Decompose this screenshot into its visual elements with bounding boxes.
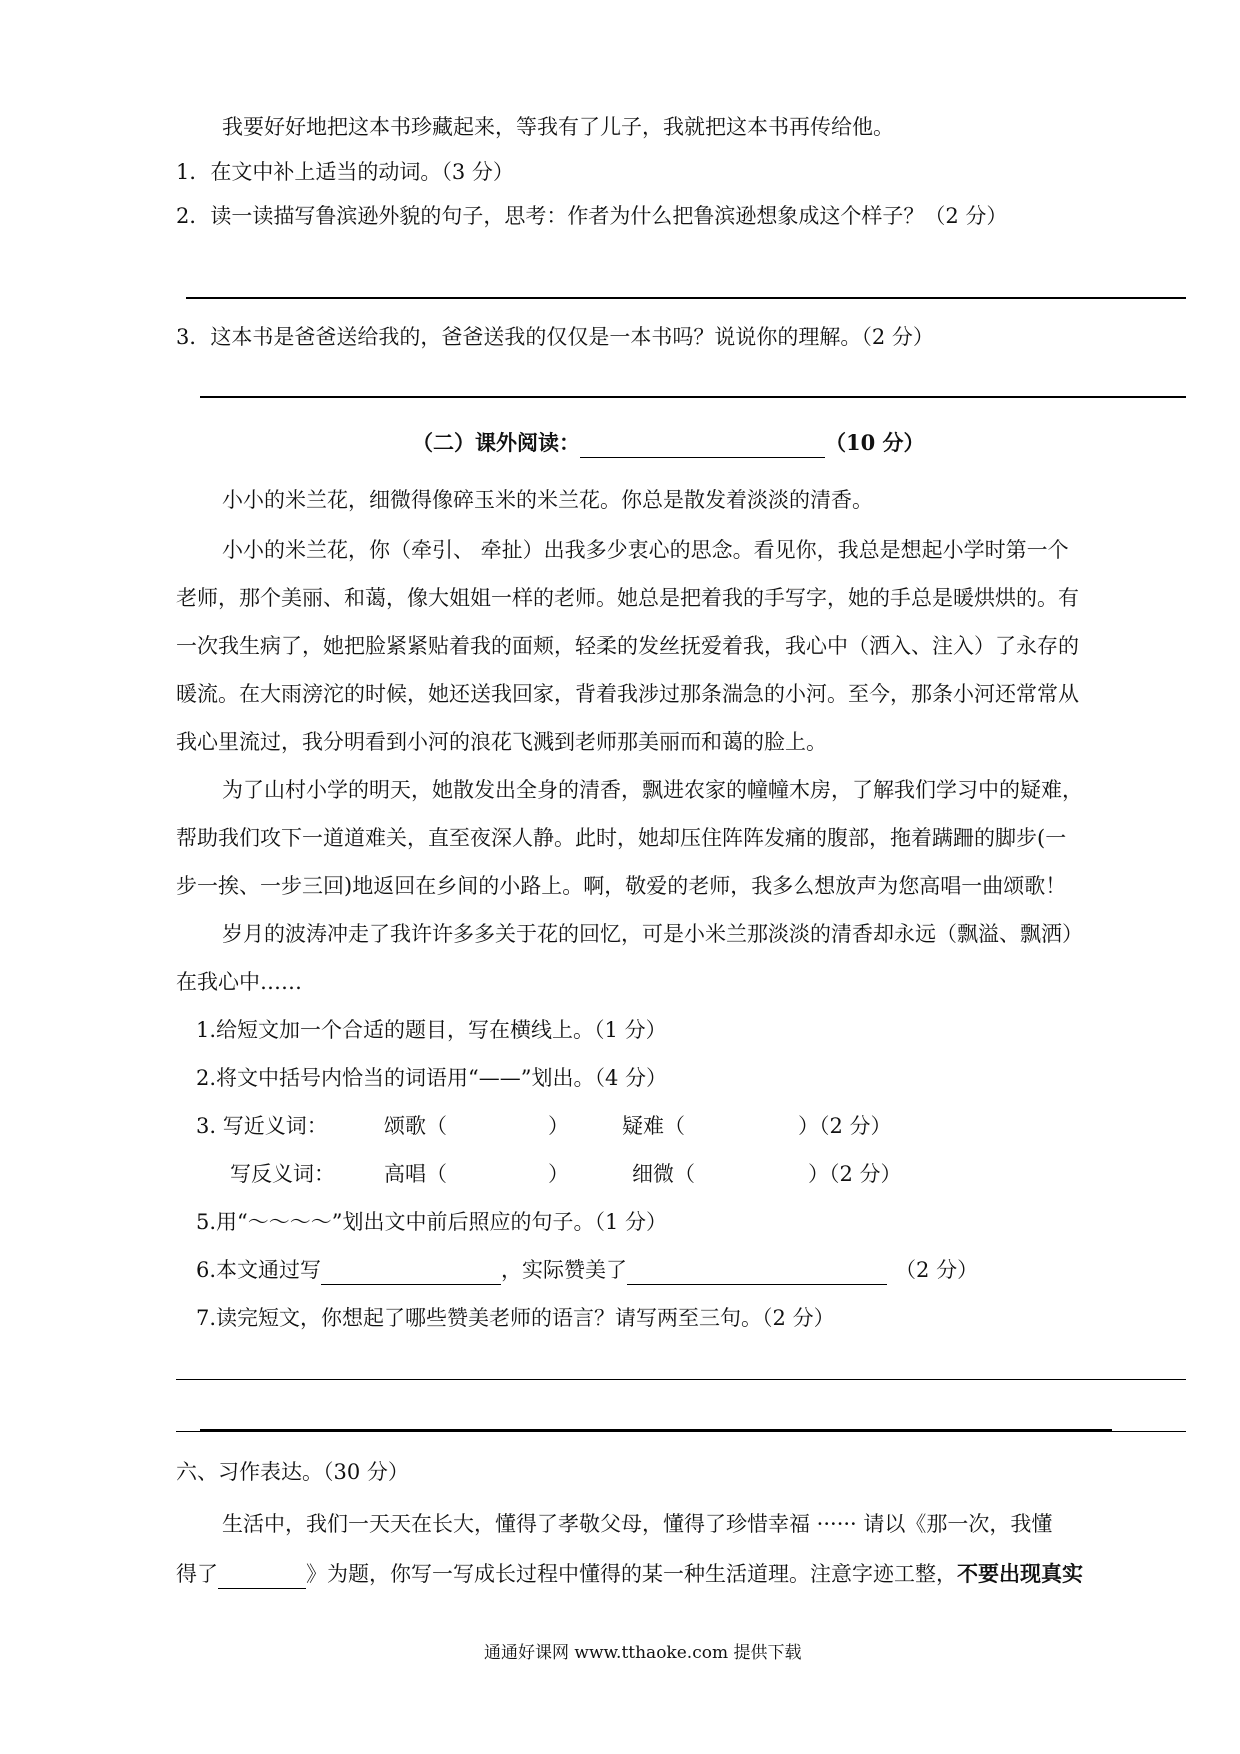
answer-line[interactable] (200, 396, 1186, 398)
passage-line: 小小的米兰花，你（牵引、 牵扯）出我多少衷心的思念。看见你，我总是想起小学时第一个 (222, 538, 1069, 562)
answer-blank[interactable] (321, 1260, 501, 1285)
composition-heading: 六、习作表达。（30 分） (176, 1460, 409, 1484)
composition-prompt-part: 》为题，你写一写成长过程中懂得的某一种生活道理。注意字迹工整， (306, 1562, 957, 1586)
question-6-part-b: ，实际赞美了 (501, 1258, 628, 1282)
answer-line[interactable] (186, 297, 1186, 299)
section-heading-prefix: （二）课外阅读： (412, 430, 580, 455)
question-6-part-a: 6.本文通过写 (196, 1258, 322, 1282)
reading-question-5: 5.用“～～～～”划出文中前后照应的句子。（1 分） (196, 1210, 668, 1234)
synonym-word-1: 颂歌（ (384, 1114, 447, 1138)
composition-prompt-part: 得了 (176, 1562, 218, 1586)
passage-line: 一次我生病了，她把脸紧紧贴着我的面颊，轻柔的发丝抚爱着我，我心中（洒入、注入）了永存的 (176, 634, 1079, 658)
section-heading-suffix: （10 分） (825, 430, 925, 455)
antonym-word-2: 细微（ (632, 1162, 695, 1186)
synonym-word-1-close: ） (548, 1114, 569, 1138)
passage-line: 帮助我们攻下一道道难关，直至夜深人静。此时，她却压住阵阵发痛的腹部，拖着蹒跚的脚步(一 (176, 826, 1067, 850)
passage-line: 为了山村小学的明天，她散发出全身的清香，飘进农家的幢幢木房，了解我们学习中的疑难， (222, 778, 1083, 802)
passage-line: 老师，那个美丽、和蔼，像大姐姐一样的老师。她总是把着我的手写字，她的手总是暖烘烘的。有 (176, 586, 1079, 610)
synonym-word-2-close: ）（2 分） (798, 1114, 892, 1138)
answer-line[interactable] (176, 1379, 1186, 1380)
reading-question-2: 2.将文中括号内恰当的词语用“——”划出。（4 分） (196, 1066, 668, 1090)
question-2: 2．读一读描写鲁滨逊外貌的句子，思考：作者为什么把鲁滨逊想象成这个样子？（2 分） (176, 204, 1008, 228)
antonym-word-1: 高唱（ (384, 1162, 447, 1186)
passage-line: 岁月的波涛冲走了我许许多多关于花的回忆，可是小米兰那淡淡的清香却永远（飘溢、飘洒） (222, 922, 1083, 946)
composition-prompt-line: 生活中，我们一天天在长大，懂得了孝敬父母，懂得了珍惜幸福 ······ 请以《那一次，我懂 (222, 1512, 1053, 1536)
antonym-word-2-close: ）（2 分） (808, 1162, 902, 1186)
question-1: 1．在文中补上适当的动词。（3 分） (176, 160, 514, 184)
question-3: 3．这本书是爸爸送给我的，爸爸送我的仅仅是一本书吗？说说你的理解。（2 分） (176, 325, 934, 349)
reading-question-1: 1.给短文加一个合适的题目，写在横线上。（1 分） (196, 1018, 667, 1042)
page-footer: 通通好课网 www.tthaoke.com 提供下载 (484, 1643, 802, 1663)
synonym-word-2: 疑难（ (622, 1114, 685, 1138)
passage-paragraph: 小小的米兰花，细微得像碎玉米的米兰花。你总是散发着淡淡的清香。 (222, 488, 873, 512)
antonym-word-1-close: ） (548, 1162, 569, 1186)
reading-question-6 (196, 1255, 978, 1285)
title-blank[interactable] (580, 433, 825, 458)
composition-warning: 不要出现真实 (957, 1561, 1083, 1586)
passage-line: 步一挨、一步三回)地返回在乡间的小路上。啊，敬爱的老师，我多么想放声为您高唱一曲颂歌！ (176, 874, 1067, 898)
composition-prompt-line (176, 1559, 1083, 1589)
answer-blank[interactable] (627, 1260, 887, 1285)
reading-question-7: 7.读完短文，你想起了哪些赞美老师的语言？请写两至三句。（2 分） (196, 1306, 835, 1330)
synonym-label: 3. 写近义词： (196, 1114, 328, 1138)
answer-line-guide (176, 1431, 1186, 1432)
passage-line: 暖流。在大雨滂沱的时候，她还送我回家，背着我涉过那条湍急的小河。至今，那条小河还常常从 (176, 682, 1079, 706)
passage-line: 我心里流过，我分明看到小河的浪花飞溅到老师那美丽而和蔼的脸上。 (176, 730, 827, 754)
closing-sentence: 我要好好地把这本书珍藏起来，等我有了儿子，我就把这本书再传给他。 (222, 115, 894, 139)
antonym-label: 写反义词： (230, 1162, 335, 1186)
question-6-part-c: （2 分） (895, 1258, 979, 1282)
section-heading (412, 428, 925, 458)
title-blank[interactable] (218, 1564, 306, 1589)
passage-line: 在我心中…… (176, 970, 302, 994)
